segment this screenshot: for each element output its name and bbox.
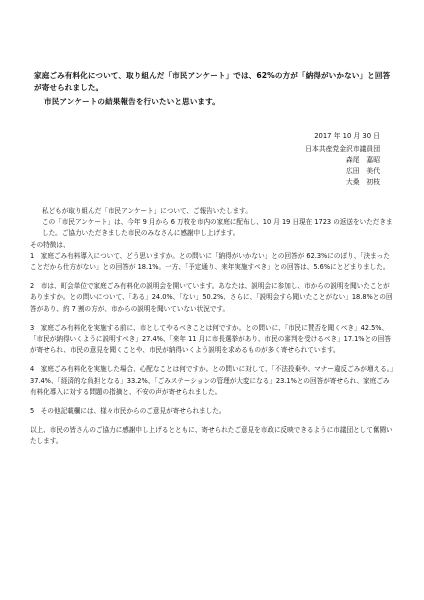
features-lead: その特徴は、 — [30, 240, 70, 249]
author-name-1: 森尾 嘉昭 — [346, 156, 380, 164]
headline-line-2: 市民アンケートの結果報告を行いたいと思います。 — [44, 97, 220, 106]
finding-1: 1 家庭ごみ有料導入について、どう思いますか。との問いに「納得がいかない」との回答が 62.3%にのぼり、「決まったことだから仕方がない」との回答が 18.1%。一方、「予定通り、来年実施すべき」との回答は、5.6%にとどまりました。 — [30, 251, 390, 272]
finding-3: 3 家庭ごみ有料化を実施する前に、市としてやるべきことは何ですか。との問いに、「市民に賛否を聞くべき」42.5%、「市民が納得いくように説明すべき」27.4%、「来年 11 月に市長選挙があり、市民の審判を受けるべき」17.1%との回答が寄せられ、市民の意見を聞くことや、市民が納得いくよう説明を求めるものが多く寄せられています。 — [30, 323, 391, 355]
finding-4: 4 家庭ごみ有料化を実施した場合、心配なことは何ですか。との問いに対して、「不法投棄や、マナー違反ごみが増える。」37.4%、「経済的な負担となる」33.2%、「ごみステーションの管理が大変になる」23.1%との回答が寄せられ、家庭ごみ有料化導入に対する問題の指摘と、不安の声が寄せられました。 — [30, 365, 394, 396]
organization-name: 日本共産党金沢市議員団 — [305, 145, 380, 153]
finding-2: 2 市は、町会単位で家庭ごみ有料化の説明会を開いています。あなたは、説明会に参加し、市からの説明を聞いたことがありますか。との問いについて、「ある」24.0%、「ない」50.2%、さらに、「説明会すら聞いたことがない」18.8%との回答があり、約 7 割の方が、市からの説明を聞いていない状況です。 — [30, 282, 393, 313]
author-name-3: 大桑 初枝 — [346, 178, 380, 186]
author-name-2: 広田 美代 — [346, 167, 380, 175]
finding-5: 5 その他記載欄には、様々市民からのご意見が寄せられました。 — [30, 407, 226, 416]
document-date: 2017 年 10 月 30 日 — [314, 132, 380, 140]
headline-line-1: 家庭ごみ有料化について、取り組んだ「市民アンケート」では、62%の方が「納得がいかない」と回答が寄せられました。 — [34, 71, 391, 92]
intro-paragraph: 私どもが取り組んだ「市民アンケート」について、ご報告いたします。 — [42, 207, 252, 215]
survey-overview-paragraph: この「市民アンケート」は、今年 9 月から 6 万枚を市内の家庭に配布し、10 月 19 日現在 1723 の返送をいただきました。ご協力いただきました市民のみなさんに感謝申し上げます。 — [42, 218, 393, 238]
closing-paragraph: 以上、市民の皆さんのご協力に感謝申し上げるとともに、寄せられたご意見を市政に反映できるように市議団として奮闘いたします。 — [30, 426, 393, 446]
report-body — [30, 206, 395, 448]
